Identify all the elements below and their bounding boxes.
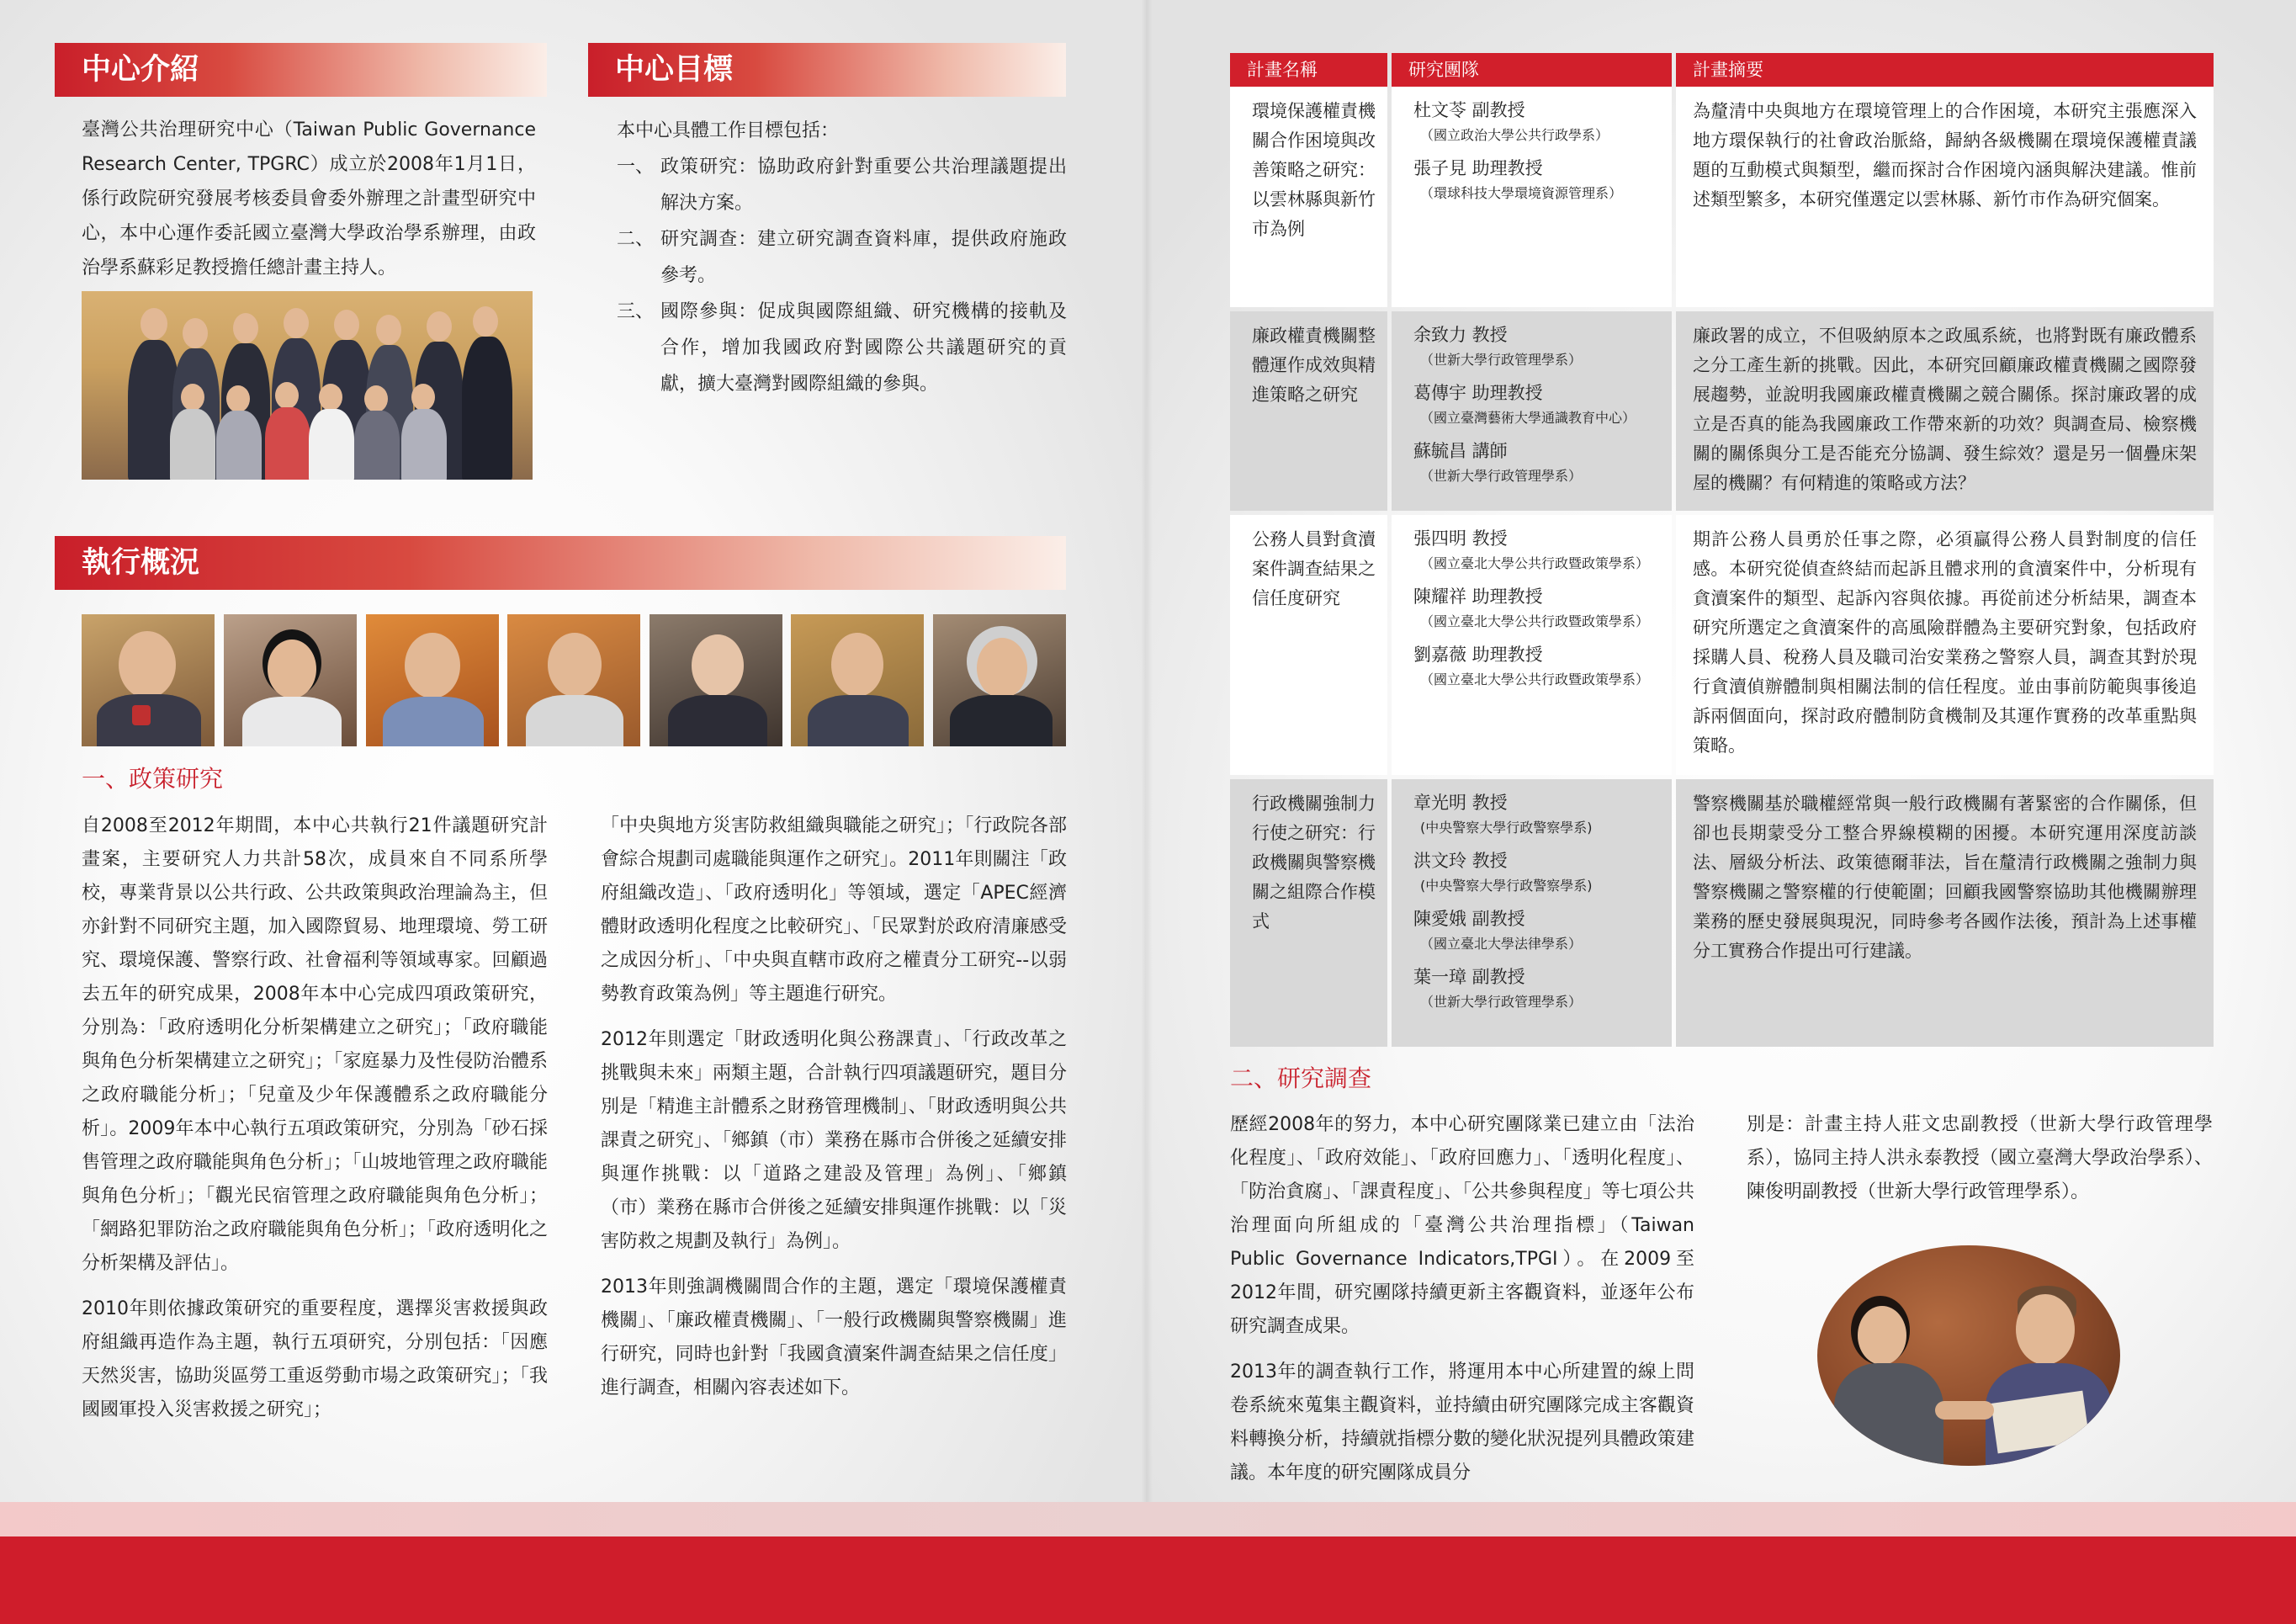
member-name: 張四明 教授: [1413, 528, 1508, 549]
goal-item: [617, 149, 1067, 221]
intro-section-title: 中心介紹: [55, 43, 547, 97]
goal-text: 政策研究：協助政府針對重要公共治理議題提出解決方案。: [660, 157, 1067, 214]
intro-text: 臺灣公共治理研究中心（Taiwan Public Governance Research Center, TPGRC）成立於2008年1月1日，係行政院研究發展考核委員會委外辦理之計畫型研究中心，本中心運作委託國立臺灣大學政治學系辦理，由政治學系蘇彩足教授擔任總計畫主持人。: [82, 119, 536, 279]
survey-column-1: [1230, 1108, 1694, 1502]
paragraph: 自2008至2012年期間，本中心共執行21件議題研究計畫案，主要研究人力共計58次，成員來自不同系所學校，專業背景以公共行政、公共政策與政治理論為主，但亦針對不同研究主題，加入國際貿易、地理環境、勞工研究、環境保護、警察行政、社會福利等領域專家。回顧過去五年的研究成果，2008年本中心完成四項政策研究，分別為：「政府透明化分析架構建立之研究」；「政府職能與角色分析架構建立之研究」；「家庭暴力及性侵防治體系之政府職能分析」；「兒童及少年保護體系之政府職能分析」。2009年本中心執行五項政策研究，分別為「砂石採售管理之政府職能與角色分析」；「山坡地管理之政府職能與角色分析」；「觀光民宿管理之政府職能與角色分析」；「網路犯罪防治之政府職能與角色分析」；「政府透明化之分析架構及評估」。: [82, 815, 548, 1274]
handshake-photo: [1817, 1245, 2120, 1466]
goals-intro: 本中心具體工作目標包括：: [617, 120, 840, 141]
goal-number: 一、: [617, 157, 655, 178]
left-page: [0, 0, 1146, 1624]
footer-band-light: [0, 1502, 2296, 1537]
goal-number: 三、: [617, 301, 655, 322]
table-row: [1230, 779, 2214, 1047]
paragraph: 2010年則依據政策研究的重要程度，選擇災害救援與政府組織再造作為主題，執行五項研究，分別包括：「因應天然災害，協助災區勞工重返勞動市場之政策研究」；「我國國軍投入災害救援之研究」；: [82, 1298, 548, 1420]
table-header: [1230, 53, 2214, 87]
member-name: 葛傳宇 助理教授: [1413, 383, 1543, 403]
portrait-photo: [507, 614, 640, 746]
project-summary: 警察機關基於職權經常與一般行政機關有著緊密的合作關係，但卻也長期蒙受分工整合界線模糊的困擾。本研究運用深度訪談法、層級分析法、政策德爾菲法，旨在釐清行政機關之強制力與警察機關之警察權的行使範圍；回顧我國警察協助其他機關辦理業務的歷史發展與現況，同時參考各國作法後，預計為上述事權分工實務合作提出可行建議。: [1676, 779, 2214, 1047]
member-name: 洪文玲 教授: [1413, 851, 1508, 871]
goals-block: [617, 113, 1067, 402]
table-row: [1230, 87, 2214, 307]
goal-item: [617, 294, 1067, 402]
member-affiliation: （國立臺北大學公共行政暨政策學系）: [1420, 613, 1650, 629]
goal-text: 研究調查：建立研究調查資料庫，提供政府施政參考。: [660, 229, 1067, 286]
member-name: 章光明 教授: [1413, 793, 1508, 813]
team-cell: [1392, 515, 1672, 775]
member-affiliation: (中央警察大學行政警察學系): [1420, 878, 1593, 894]
survey-column-2: [1747, 1108, 2213, 1221]
paragraph: 「中央與地方災害防救組織與職能之研究」；「行政院各部會綜合規劃司處職能與運作之研究」。2011年則關注「政府組織改造」、「政府透明化」等領域，選定「APEC經濟體財政透明化程度之比較研究」、「民眾對於政府清廉感受之成因分析」、「中央與直轄市政府之權責分工研究--以弱勢教育政策為例」等主題進行研究。: [601, 815, 1067, 1005]
goal-text: 國際參與：促成與國際組織、研究機構的接軌及合作，增加我國政府對國際公共議題研究的貢獻，擴大臺灣對國際組織的參與。: [660, 301, 1067, 395]
member-affiliation: （環球科技大學環境資源管理系）: [1420, 185, 1623, 201]
column-header-project-name: 計畫名稱: [1230, 53, 1387, 87]
member-name: 張子見 助理教授: [1413, 158, 1543, 178]
member-affiliation: （國立臺北大學法律學系）: [1420, 936, 1583, 952]
member-name: 蘇毓昌 講師: [1413, 441, 1508, 461]
member-name: 陳愛娥 副教授: [1413, 909, 1525, 929]
footer-band-red: [0, 1536, 2296, 1624]
table-row: [1230, 311, 2214, 511]
team-cell: [1392, 311, 1672, 511]
member-name: 余致力 教授: [1413, 325, 1508, 345]
portrait-photo: [933, 614, 1066, 746]
portrait-photo: [650, 614, 782, 746]
project-name: 公務人員對貪瀆案件調查結果之信任度研究: [1230, 515, 1387, 775]
member-affiliation: (中央警察大學行政警察學系): [1420, 820, 1593, 836]
member-name: 劉嘉薇 助理教授: [1413, 645, 1543, 665]
member-affiliation: （國立臺北大學公共行政暨政策學系）: [1420, 555, 1650, 571]
portrait-photo: [82, 614, 215, 746]
team-cell: [1392, 87, 1672, 307]
paragraph: 歷經2008年的努力，本中心研究團隊業已建立由「法治化程度」、「政府效能」、「政府回應力」、「透明化程度」、「防治貪腐」、「課責程度」、「公共參與程度」等七項公共治理面向所組成的「臺灣公共治理指標」（Taiwan Public Governance Indicators,TPGI）。在2009至2012年間，研究團隊持續更新主客觀資料，並逐年公布研究調查成果。: [1230, 1114, 1694, 1337]
member-affiliation: （國立臺北大學公共行政暨政策學系）: [1420, 671, 1650, 687]
goal-number: 二、: [617, 229, 655, 250]
project-name: 環境保護權責機關合作困境與改善策略之研究：以雲林縣與新竹市為例: [1230, 87, 1387, 307]
policy-column-2: [601, 809, 1067, 1417]
portrait-photo: [791, 614, 924, 746]
member-affiliation: （世新大學行政管理學系）: [1420, 468, 1583, 484]
policy-column-1: [82, 809, 548, 1439]
page-fold: [1141, 0, 1153, 1624]
table-row: [1230, 515, 2214, 775]
member-affiliation: （世新大學行政管理學系）: [1420, 352, 1583, 368]
paragraph: 別是：計畫主持人莊文忠副教授（世新大學行政管理學系），協同主持人洪永泰教授（國立臺灣大學政治學系）、陳俊明副教授（世新大學行政管理學系）。: [1747, 1114, 2213, 1202]
paragraph: 2013年的調查執行工作，將運用本中心所建置的線上問卷系統來蒐集主觀資料，並持續由研究團隊完成主客觀資料轉換分析，持續就指標分數的變化狀況提列具體政策建議。本年度的研究團隊成員分: [1230, 1361, 1694, 1483]
paragraph: 2013年則強調機關間合作的主題，選定「環境保護權責機關」、「廉政權責機關」、「一般行政機關與警察機關」進行研究，同時也針對「我國貪瀆案件調查結果之信任度」進行調查，相關內容表述如下。: [601, 1276, 1067, 1398]
project-table: [1230, 53, 2214, 1047]
member-name: 陳耀祥 助理教授: [1413, 586, 1543, 607]
goals-section-title: 中心目標: [588, 43, 1066, 97]
project-summary: 廉政署的成立，不但吸納原本之政風系統，也將對既有廉政體系之分工產生新的挑戰。因此，本研究回顧廉政權責機關之國際發展趨勢，並說明我國廉政權責機關之競合關係。探討廉政署的成立是否真的能為我國廉政工作帶來新的功效？與調查局、檢察機關的關係與分工是否能充分協調、發生綜效？還是另一個疊床架屋的機關？有何精進的策略或方法？: [1676, 311, 2214, 511]
project-name: 行政機關強制力行使之研究：行政機關與警察機關之組際合作模式: [1230, 779, 1387, 1047]
column-header-team: 研究團隊: [1392, 53, 1672, 87]
member-affiliation: （國立政治大學公共行政學系）: [1420, 127, 1609, 143]
project-summary: 期許公務人員勇於任事之際，必須贏得公務人員對制度的信任感。本研究從偵查終結而起訴且體求刑的貪瀆案件中，分析現有貪瀆案件的類型、起訴內容與依據。再從前述分析結果，調查本研究所選定之貪瀆案件的高風險群體為主要研究對象，包括政府採購人員、稅務人員及職司治安業務之警察人員，調查其對於現行貪瀆偵辦體制與相關法制的信任程度。並由事前防範與事後追訴兩個面向，探討政府體制防貪機制及其運作實務的改革重點與策略。: [1676, 515, 2214, 775]
survey-heading: 二、研究調查: [1230, 1064, 1372, 1092]
member-affiliation: （國立臺灣藝術大學通識教育中心）: [1420, 410, 1636, 426]
team-cell: [1392, 779, 1672, 1047]
portrait-photo: [366, 614, 499, 746]
project-summary: 為釐清中央與地方在環境管理上的合作困境，本研究主張應深入地方環保執行的社會政治脈絡，歸納各級機關在環境保護權責議題的互動模式與類型，繼而探討合作困境內涵與解決建議。惟前述類型繁多，本研究僅選定以雲林縣、新竹市作為研究個案。: [1676, 87, 2214, 307]
portrait-photo: [224, 614, 357, 746]
member-name: 葉一璋 副教授: [1413, 967, 1525, 987]
member-affiliation: （世新大學行政管理學系）: [1420, 994, 1583, 1010]
group-photo: [82, 291, 533, 480]
project-name: 廉政權責機關整體運作成效與精進策略之研究: [1230, 311, 1387, 511]
member-name: 杜文苓 副教授: [1413, 100, 1525, 120]
goal-item: [617, 221, 1067, 294]
policy-research-heading: 一、政策研究: [82, 765, 224, 793]
paragraph: 2012年則選定「財政透明化與公務課責」、「行政改革之挑戰與未來」兩類主題，合計執行四項議題研究，題目分別是「精進主計體系之財務管理機制」、「財政透明與公共課責之研究」、「鄉鎮（市）業務在縣市合併後之延續安排與運作挑戰：以「道路之建設及管理」為例」、「鄉鎮（市）業務在縣市合併後之延續安排與運作挑戰：以「災害防救之規劃及執行」為例」。: [601, 1029, 1067, 1252]
execution-section-title: 執行概況: [55, 536, 1066, 590]
column-header-summary: 計畫摘要: [1676, 53, 2214, 87]
